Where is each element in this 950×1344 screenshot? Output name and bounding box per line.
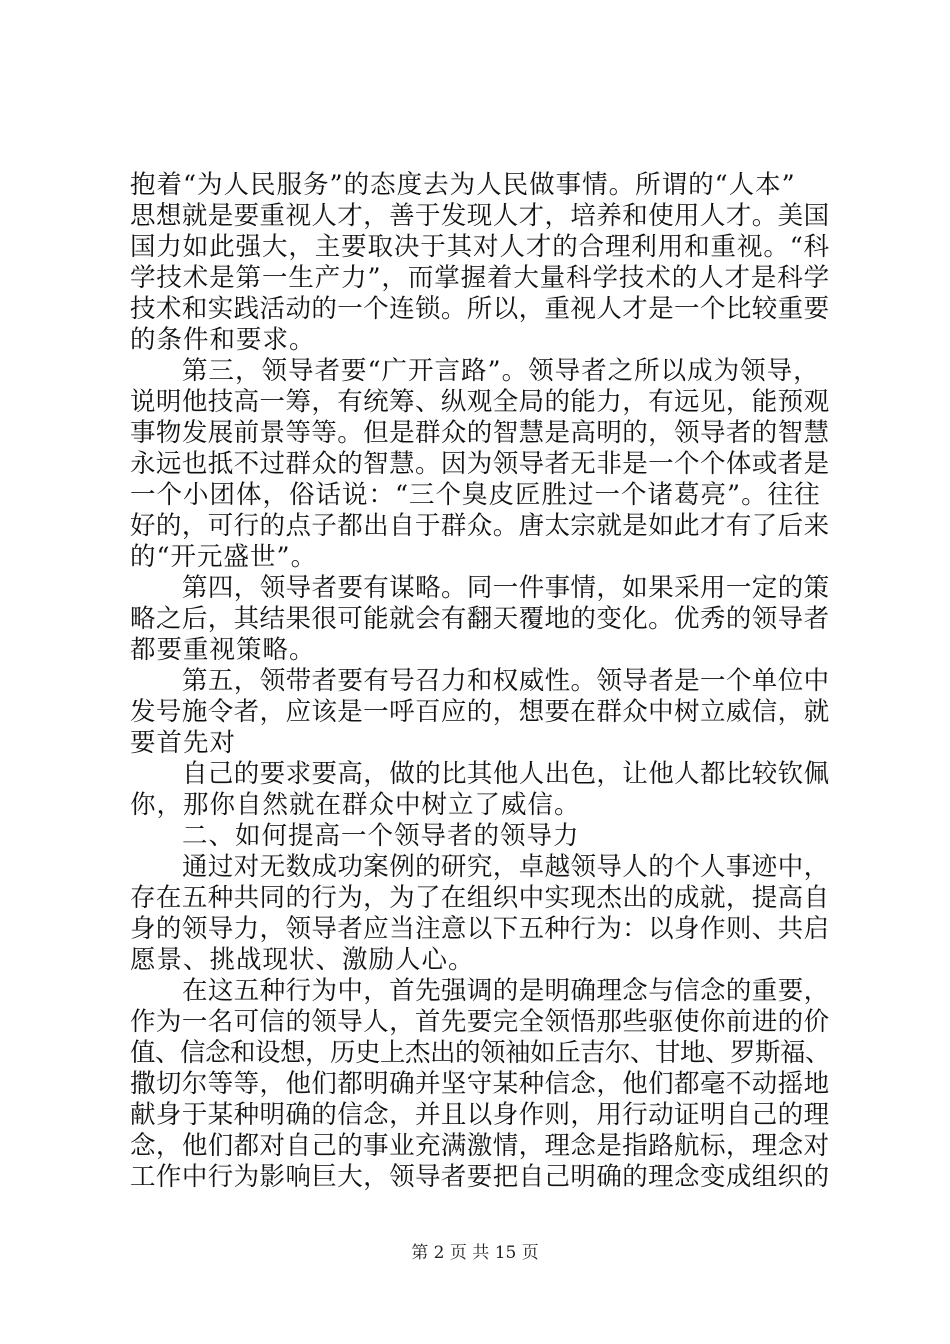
text-line: 说明他技高一筹，有统筹、纵观全局的能力，有远见，能预观 bbox=[130, 387, 830, 417]
text-line: 抱着“为人民服务”的态度去为人民做事情。所谓的“人本” bbox=[130, 170, 796, 200]
text-line: 事物发展前景等等。但是群众的智慧是高明的，领导者的智慧 bbox=[130, 418, 830, 448]
text-line: 二、如何提高一个领导者的领导力 bbox=[182, 821, 580, 851]
text-line: 在这五种行为中，首先强调的是明确理念与信念的重要， bbox=[182, 976, 830, 1006]
text-line: 思想就是要重视人才，善于发现人才，培养和使用人才。美国 bbox=[130, 201, 830, 231]
page-footer: 第 2 页 共 15 页 bbox=[411, 1243, 539, 1263]
text-line: 技术和实践活动的一个连锁。所以，重视人才是一个比较重要 bbox=[130, 294, 830, 324]
text-line: 永远也抵不过群众的智慧。因为领导者无非是一个个体或者是 bbox=[130, 449, 830, 479]
body-text bbox=[130, 170, 830, 1193]
text-line: 存在五种共同的行为，为了在组织中实现杰出的成就，提高自 bbox=[130, 883, 830, 913]
text-line: 第五，领带者要有号召力和权威性。领导者是一个单位中 bbox=[182, 666, 830, 696]
text-line: 作为一名可信的领导人，首先要完全领悟那些驱使你前进的价 bbox=[130, 1007, 830, 1037]
text-line: 发号施令者，应该是一呼百应的，想要在群众中树立威信，就 bbox=[130, 697, 830, 727]
text-line: 的“开元盛世”。 bbox=[130, 542, 318, 572]
text-line: 念，他们都对自己的事业充满激情，理念是指路航标，理念对 bbox=[130, 1131, 830, 1161]
text-line: 你，那你自然就在群众中树立了威信。 bbox=[130, 790, 581, 820]
text-line: 一个小团体，俗话说：“三个臭皮匠胜过一个诸葛亮”。往往 bbox=[130, 480, 821, 510]
text-line: 要首先对 bbox=[130, 728, 237, 758]
text-line: 身的领导力，领导者应当注意以下五种行为：以身作则、共启 bbox=[130, 914, 830, 944]
text-line: 撒切尔等等，他们都明确并坚守某种信念，他们都毫不动摇地 bbox=[130, 1069, 830, 1099]
text-line: 值、信念和设想，历史上杰出的领袖如丘吉尔、甘地、罗斯福、 bbox=[130, 1038, 831, 1068]
text-line: 愿景、挑战现状、激励人心。 bbox=[130, 945, 475, 975]
text-line: 工作中行为影响巨大，领导者要把自己明确的理念变成组织的 bbox=[130, 1162, 830, 1192]
text-line: 通过对无数成功案例的研究，卓越领导人的个人事迹中， bbox=[182, 852, 830, 882]
text-line: 略之后，其结果很可能就会有翻天覆地的变化。优秀的领导者 bbox=[130, 604, 830, 634]
text-line: 国力如此强大，主要取决于其对人才的合理利用和重视。“科 bbox=[130, 232, 831, 262]
text-line: 自己的要求要高，做的比其他人出色，让他人都比较钦佩 bbox=[182, 759, 830, 789]
text-line: 第四，领导者要有谋略。同一件事情，如果采用一定的策 bbox=[182, 573, 830, 603]
text-line: 的条件和要求。 bbox=[130, 325, 316, 355]
text-line: 都要重视策略。 bbox=[130, 635, 316, 665]
text-line: 献身于某种明确的信念，并且以身作则，用行动证明自己的理 bbox=[130, 1100, 830, 1130]
text-line: 学技术是第一生产力”，而掌握着大量科学技术的人才是科学 bbox=[130, 263, 831, 293]
text-line: 第三，领导者要“广开言路”。领导者之所以成为领导， bbox=[182, 356, 820, 386]
text-line: 好的，可行的点子都出自于群众。唐太宗就是如此才有了后来 bbox=[130, 511, 830, 541]
